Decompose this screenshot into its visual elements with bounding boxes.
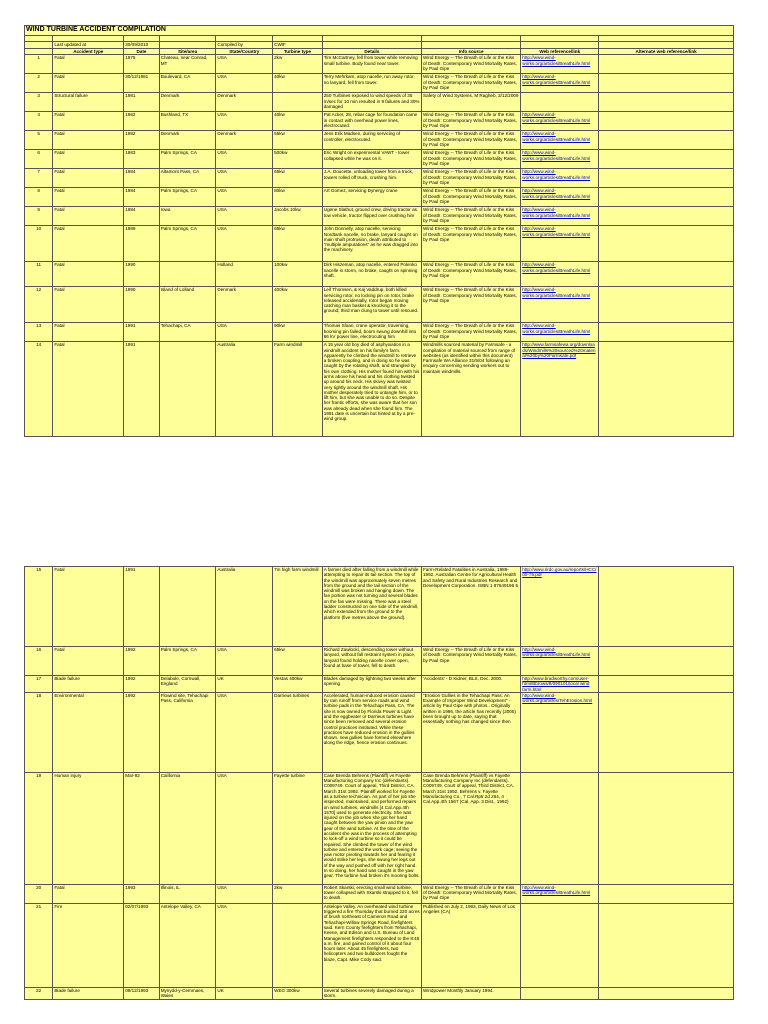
cell-date[interactable]: 1991 (124, 323, 159, 342)
cell-type[interactable]: Fatal (53, 342, 124, 437)
cell-country[interactable]: USA (216, 692, 273, 772)
cell-source[interactable]: Wind Energy -- The Breath of Life or the Kiss of Death: Contemporary Wind Mortality Rates, by Paul Gipe (422, 226, 521, 262)
cell-details[interactable]: Leif Thomsen, & Kaj Vaddrup, both killed servicing rotor, no locking pin on rotor, brake released accidentally, rotor began moving catching man basket & knocking it to the ground; third man clung to tower until rescued. (322, 287, 421, 323)
table-row (25, 93, 734, 112)
cell-site[interactable]: Flowind site, Tehachapi Pass, California (159, 692, 216, 772)
cell-source[interactable]: Safety of Wind Systems, M Ragheb, 3/12/2009 (422, 93, 521, 112)
cell-source[interactable]: Wind Energy -- The Breath of Life or the Kiss of Death: Contemporary Wind Mortality Rates, by Paul Gipe (422, 188, 521, 207)
cell-alt[interactable] (599, 207, 734, 226)
cell-date[interactable]: 1975 (124, 55, 159, 74)
cell-country[interactable]: USA (216, 169, 273, 188)
cell-turbine[interactable]: 65kw (273, 226, 323, 262)
cell-alt[interactable] (599, 262, 734, 287)
cell-turbine[interactable]: Jacobs 10kw (273, 207, 323, 226)
cell-turbine[interactable]: 55kw (273, 131, 323, 150)
cell-details[interactable]: Art Gomez, servicing Dynergy crane (322, 188, 421, 207)
cell-date[interactable]: 30/12/1981 (124, 74, 159, 93)
cell-country[interactable]: USA (216, 74, 273, 93)
cell-details[interactable]: Jens Erik Madsen, during servicing of controller, electrocuted. (322, 131, 421, 150)
updated-value[interactable]: 30/09/2010 (124, 42, 159, 49)
cell-site[interactable] (159, 567, 216, 647)
cell-source[interactable]: Wind Energy -- The Breath of Life or the Kiss of Death: Contemporary Wind Mortality Rates, by Paul Gipe (422, 884, 521, 903)
cell-date[interactable]: 1991 (124, 567, 159, 647)
cell-link[interactable]: http://www.rirdc.gov.au/reports/HCC/00-75.pdf (521, 567, 599, 647)
accident-table-page-1 (24, 25, 734, 437)
cell-type[interactable]: Fatal (53, 131, 124, 150)
cell-link[interactable]: http://www.wind-works.org/articles/BreathLife.html (521, 55, 599, 74)
cell-details[interactable]: Terry Mehrkam, atop nacelle, run away rotor, no lanyard, fell from tower. (322, 74, 421, 93)
cell-alt[interactable] (599, 772, 734, 884)
cell-turbine[interactable]: 90kw (273, 323, 323, 342)
cell-type[interactable]: Blade failure (53, 987, 124, 999)
cell-source[interactable]: Wind Energy -- The Breath of Life or the Kiss of Death: Contemporary Wind Mortality Rates, by Paul Gipe (422, 74, 521, 93)
cell-link[interactable] (521, 987, 599, 999)
cell-turbine[interactable]: 65kw (273, 647, 323, 676)
table-row (25, 342, 734, 437)
cell-alt[interactable] (599, 74, 734, 93)
cell-alt[interactable] (599, 188, 734, 207)
cell-id[interactable]: 19 (25, 772, 53, 884)
cell-country[interactable]: Denmark (216, 93, 273, 112)
cell-type[interactable]: Fatal (53, 567, 124, 647)
cell-alt[interactable] (599, 323, 734, 342)
cell-type[interactable]: Blade failure (53, 676, 124, 693)
cell-id[interactable]: 22 (25, 987, 53, 999)
table-row (25, 987, 734, 999)
cell-country[interactable]: USA (216, 207, 273, 226)
cell-site[interactable]: Illinois, IL (159, 884, 216, 903)
cell-turbine[interactable]: 80kw (273, 188, 323, 207)
cell-country[interactable]: Australia (216, 567, 273, 647)
cell-details[interactable]: Dirk Hiszeman, atop nacelle, entered Polenko nacelle in storm, no brake, caught on spinning shaft. (322, 262, 421, 287)
cell-source[interactable]: 'Accidents' - D Kidner, BLS, Dec. 2000. (422, 676, 521, 693)
cell-date[interactable]: 1981 (124, 93, 159, 112)
compiled-label[interactable]: Compiled by (216, 42, 273, 49)
cell-country[interactable]: USA (216, 112, 273, 131)
cell-id[interactable]: 1 (25, 55, 53, 74)
table-row (25, 287, 734, 323)
cell-link[interactable]: http://www.wind-works.org/articles/BreathLife.html (521, 131, 599, 150)
cell-source[interactable]: Wind Energy -- The Breath of Life or the Kiss of Death: Contemporary Wind Mortality Rates, by Paul Gipe (422, 262, 521, 287)
compiled-value[interactable]: CWIF (273, 42, 323, 49)
col-header[interactable]: Alternate web reference/link (599, 49, 734, 55)
sheet-page-1 (24, 25, 734, 437)
cell-source[interactable]: "Erosion Gullies in the Tehachapi Pass: An Example of Improper Wind Development" - article by Paul Gipe with photos.. Originally written in 1996, the article has recently (2005) been brought up to date, saying that essentially nothing has changed since then (422, 692, 521, 772)
cell-details[interactable]: Tim McCartney, fell from tower while removing small turbine. Body found near tower. (322, 55, 421, 74)
cell-site[interactable]: Tehachapi, CA (159, 323, 216, 342)
cell-date[interactable]: 1993 (124, 884, 159, 903)
cell-turbine[interactable]: 40kw (273, 74, 323, 93)
table-row (25, 169, 734, 188)
cell-type[interactable]: Fatal (53, 55, 124, 74)
cell-alt[interactable] (599, 647, 734, 676)
cell-link[interactable]: http://www.wind-works.org/articles/TehErosion.html (521, 692, 599, 772)
cell-date[interactable]: 1992 (124, 676, 159, 693)
cell-alt[interactable] (599, 226, 734, 262)
cell-date[interactable]: 1983 (124, 150, 159, 169)
cell-turbine[interactable]: 65kw (273, 169, 323, 188)
cell-source[interactable]: Farm-Related Fatalities in Australia, 1989-1992. Australian Centre for Agricultural Health and Safety and Rural Industries Research and Development Corporation. ISBN 1 87649196 5 (422, 567, 521, 647)
cell-link[interactable]: http://www.wind-works.org/articles/BreathLife.html (521, 287, 599, 323)
cell-source[interactable]: Wind Energy -- The Breath of Life or the Kiss of Death: Contemporary Wind Mortality Rates, by Paul Gipe (422, 150, 521, 169)
cell-country[interactable]: USA (216, 903, 273, 987)
cell-alt[interactable] (599, 131, 734, 150)
table-row (25, 188, 734, 207)
cell-date[interactable]: 1991 (124, 342, 159, 437)
cell-type[interactable]: Fatal (53, 287, 124, 323)
cell-id[interactable]: 20 (25, 884, 53, 903)
col-header[interactable]: Details (322, 49, 421, 55)
cell-link[interactable] (521, 772, 599, 884)
cell-type[interactable]: Fatal (53, 226, 124, 262)
cell-site[interactable]: Boulevard, CA (159, 74, 216, 93)
cell-alt[interactable] (599, 567, 734, 647)
cell-country[interactable]: Denmark (216, 131, 273, 150)
cell-site[interactable]: Bushland, TX (159, 112, 216, 131)
cell-type[interactable]: Fatal (53, 150, 124, 169)
cell-site[interactable]: Altamont Pass, CA (159, 169, 216, 188)
cell-site[interactable]: Chateau, near Conrad, MT (159, 55, 216, 74)
cell-turbine[interactable]: Darrieus turbines (273, 692, 323, 772)
cell-type[interactable]: Fatal (53, 262, 124, 287)
cell-id[interactable]: 2 (25, 74, 53, 93)
cell-link[interactable]: http://www.farmsafewa.org/downloads/Windmills%20sourced%20material%20by%20Farmsafe.pdf (521, 342, 599, 437)
cell-link[interactable]: http://www.wind-works.org/articles/BreathLife.html (521, 74, 599, 93)
cell-alt[interactable] (599, 55, 734, 74)
cell-site[interactable]: Palm Springs, CA (159, 188, 216, 207)
cell-date[interactable]: 1982 (124, 112, 159, 131)
cell-alt[interactable] (599, 342, 734, 437)
updated-label[interactable]: Last updated at (53, 42, 124, 49)
sheet-page-2 (24, 566, 734, 1000)
cell-turbine[interactable]: 2kw (273, 55, 323, 74)
cell-link[interactable]: http://www.bradworthy.com/user-html/Bbrows/8/090101/local wind farm.html (521, 676, 599, 693)
cell-date[interactable]: 1984 (124, 188, 159, 207)
cell-type[interactable]: Fatal (53, 647, 124, 676)
col-header[interactable]: State/Country (216, 49, 273, 55)
table-row (25, 772, 734, 884)
cell-link[interactable]: http://www.wind-works.org/articles/BreathLife.html (521, 884, 599, 903)
table-row (25, 692, 734, 772)
table-row (25, 131, 734, 150)
cell-source[interactable]: Wind Energy -- The Breath of Life or the Kiss of Death: Contemporary Wind Mortality Rates, by Paul Gipe (422, 207, 521, 226)
cell-details[interactable]: 250 Turbines exposed to wind speeds of 35 m/sec for 10 min resulted in 9 failures and 30% damaged (322, 93, 421, 112)
cell-link[interactable] (521, 93, 599, 112)
cell-link[interactable]: http://www.wind-works.org/articles/BreathLife.html (521, 207, 599, 226)
cell-alt[interactable] (599, 676, 734, 693)
cell-id[interactable]: 10 (25, 226, 53, 262)
cell-site[interactable]: Denmark (159, 93, 216, 112)
cell-id[interactable]: 3 (25, 93, 53, 112)
cell-source[interactable]: Windmills sourced material by Farmsafe - a compilation of material sourced from range of websites (as identified within this document) Farmsafe WA Alliance 31/5/04 following an enquiry concerning sending workers out to maintain windmills. (422, 342, 521, 437)
cell-site[interactable] (159, 262, 216, 287)
cell-id[interactable]: 12 (25, 287, 53, 323)
cell-details[interactable]: Pat Acker, 28, rebar cage for foundation came in contact with overhead power lines, electrocuted. (322, 112, 421, 131)
accident-table-page-2 (24, 566, 734, 1000)
cell-alt[interactable] (599, 93, 734, 112)
cell-country[interactable]: USA (216, 188, 273, 207)
cell-country[interactable]: USA (216, 226, 273, 262)
cell-alt[interactable] (599, 692, 734, 772)
cell-source[interactable]: Windpower Monthly January 1994. (422, 987, 521, 999)
cell-details[interactable]: Robert Skarski, erecting small wind turbine, tower collapsed with Skarski strapped to it, fell to death. (322, 884, 421, 903)
cell-country[interactable]: USA (216, 647, 273, 676)
cell-site[interactable] (159, 342, 216, 437)
cell-link[interactable]: http://www.wind-works.org/articles/BreathLife.html (521, 112, 599, 131)
table-row (25, 903, 734, 987)
cell-site[interactable]: Delabole, Cornwall, England (159, 676, 216, 693)
cell-id[interactable]: 21 (25, 903, 53, 987)
cell-type[interactable]: Fatal (53, 207, 124, 226)
cell-id[interactable]: 18 (25, 692, 53, 772)
cell-id[interactable]: 9 (25, 207, 53, 226)
cell-source[interactable]: Published on July 2, 1993, Daily News of Los Angeles (CA) (422, 903, 521, 987)
cell-link[interactable]: http://www.wind-works.org/articles/BreathLife.html (521, 323, 599, 342)
cell-source[interactable]: Wind Energy -- The Breath of Life or the Kiss of Death: Contemporary Wind Mortality Rates, by Paul Gipe (422, 55, 521, 74)
cell-link[interactable]: http://www.wind-works.org/articles/BreathLife.html (521, 169, 599, 188)
cell-date[interactable]: 1989 (124, 226, 159, 262)
table-row (25, 647, 734, 676)
cell-turbine[interactable]: 7m high farm windmill (273, 567, 323, 647)
cell-turbine[interactable]: 2kw (273, 884, 323, 903)
table-row (25, 884, 734, 903)
cell-link[interactable] (521, 903, 599, 987)
cell-turbine[interactable]: WEG 300kw (273, 987, 323, 999)
cell-source[interactable]: Wind Energy -- The Breath of Life or the Kiss of Death: Contemporary Wind Mortality Rates, by Paul Gipe (422, 112, 521, 131)
cell-alt[interactable] (599, 884, 734, 903)
cell-source[interactable]: Wind Energy -- The Breath of Life or the Kiss of Death: Contemporary Wind Mortality Rates, by Paul Gipe (422, 287, 521, 323)
cell-details[interactable]: Richard Zawlocki, descending tower without lanyard, without fall restraint system in place, lanyard found holding nacelle cover open, found at base of tower, fell to death. (322, 647, 421, 676)
cell-alt[interactable] (599, 150, 734, 169)
cell-id[interactable]: 5 (25, 131, 53, 150)
cell-details[interactable]: Thomas Sloan, crane operator, traversing, booming pin failed, boom swung downhill into 66 kV power line, electrocuting him (322, 323, 421, 342)
col-header[interactable]: Web reference/link (521, 49, 599, 55)
table-row (25, 150, 734, 169)
cell-details[interactable]: A farmer died after falling from a windmill while attempting to repair its tail section. The top of the windmill was approximately seven metres from the ground and the tail section of the windmill was broken and hanging down. The fan portion was not turning and several blades on the fan were missing. There was a steel ladder constructed on one side of the windmill, which extended from the ground to the platform (five metres above the ground). (322, 567, 421, 647)
cell-date[interactable]: 1984 (124, 207, 159, 226)
cell-country[interactable]: Holland (216, 262, 273, 287)
cell-alt[interactable] (599, 112, 734, 131)
cell-source[interactable]: Wind Energy -- The Breath of Life or the Kiss of Death: Contemporary Wind Mortality Rates, by Paul Gipe (422, 169, 521, 188)
cell-site[interactable]: Palm Springs, CA (159, 150, 216, 169)
cell-type[interactable]: Fatal (53, 884, 124, 903)
cell-date[interactable]: 1982 (124, 131, 159, 150)
cell-date[interactable]: 1984 (124, 169, 159, 188)
cell-date[interactable]: 1992 (124, 647, 159, 676)
cell-date[interactable]: 09/12/1993 (124, 987, 159, 999)
col-header[interactable]: Info source (422, 49, 521, 55)
col-header[interactable]: Site/area (159, 49, 216, 55)
cell-link[interactable]: http://www.wind-works.org/articles/BreathLife.html (521, 150, 599, 169)
cell-turbine[interactable]: 100kw (273, 262, 323, 287)
cell-date[interactable]: Mar-92 (124, 772, 159, 884)
cell-id[interactable]: 13 (25, 323, 53, 342)
cell-id[interactable]: 15 (25, 567, 53, 647)
cell-site[interactable]: Mynydd-y-Cemmaes, Wales (159, 987, 216, 999)
cell-type[interactable]: Fatal (53, 112, 124, 131)
table-row (25, 676, 734, 693)
cell-country[interactable]: UK (216, 987, 273, 999)
cell-alt[interactable] (599, 903, 734, 987)
cell-details[interactable]: J.A. Doucette, unloading tower from a truck, towers rolled off truck, crushing him. (322, 169, 421, 188)
cell-alt[interactable] (599, 169, 734, 188)
table-row (25, 323, 734, 342)
cell-country[interactable]: Denmark (216, 287, 273, 323)
cell-details[interactable]: Eric Wright on experimental VAWT - tower collapsed while he was on it. (322, 150, 421, 169)
cell-type[interactable]: Fatal (53, 169, 124, 188)
cell-id[interactable]: 11 (25, 262, 53, 287)
cell-details[interactable]: Accelerated, human-induced erosion caused by rain runoff from service roads and wind turbine pads in the Tehachapi Pass, CA. The site is now owned by Florida Power & Light and the eggbeater or Darrieus turbines have since been removed and several erosion control practices instituted. While these practices have reduced erosion in the gullies shown, new gullies have formed elsewhere along the ridge, hence erosion continues. (322, 692, 421, 772)
sheet-title[interactable]: WIND TURBINE ACCIDENT COMPILATION (25, 26, 734, 36)
cell-type[interactable]: Human injury (53, 772, 124, 884)
cell-link[interactable]: http://www.wind-works.org/articles/BreathLife.html (521, 226, 599, 262)
cell-type[interactable]: Fire (53, 903, 124, 987)
cell-site[interactable]: California (159, 772, 216, 884)
cell-type[interactable]: Environmental (53, 692, 124, 772)
table-row (25, 567, 734, 647)
cell-source[interactable]: Case Brenda Behrens (Plaintiff) vs Fayette Manufacturing Company Inc (defendants). C009749. Court of appeal, Third District, CA. March 31st 1992. Behrens v. Fayette Manufacturing Co., 7 Cal.Rptr.2d 264, 4 Cal.App.4th 1567 (Cal. App. 3 Dist., 1992) (422, 772, 521, 884)
cell-turbine[interactable] (273, 93, 323, 112)
cell-turbine[interactable]: 500kw (273, 150, 323, 169)
cell-id[interactable]: 4 (25, 112, 53, 131)
cell-date[interactable]: 1990 (124, 287, 159, 323)
cell-site[interactable]: Iowa (159, 207, 216, 226)
table-row (25, 74, 734, 93)
cell-site[interactable]: Palm Springs, CA (159, 226, 216, 262)
cell-turbine[interactable] (273, 903, 323, 987)
cell-type[interactable]: Fatal (53, 188, 124, 207)
cell-site[interactable]: Antelope Valley, CA (159, 903, 216, 987)
cell-site[interactable]: Island of Lolland (159, 287, 216, 323)
cell-type[interactable]: Structural failure (53, 93, 124, 112)
cell-details[interactable]: Blades damaged by lightning two weeks after opening (322, 676, 421, 693)
cell-link[interactable]: http://www.wind-works.org/articles/BreathLife.html (521, 647, 599, 676)
cell-link[interactable]: http://www.wind-works.org/articles/BreathLife.html (521, 188, 599, 207)
table-row (25, 55, 734, 74)
cell-id[interactable]: 7 (25, 169, 53, 188)
cell-details[interactable]: John Donnelly, atop nacelle, servicing Nordtank nacelle, no brake, lanyard caught on main shaft protrusion, death attributed to "multiple amputations" as he was dragged into the machinery. (322, 226, 421, 262)
cell-id[interactable]: 6 (25, 150, 53, 169)
table-row (25, 207, 734, 226)
cell-source[interactable]: Wind Energy -- The Breath of Life or the Kiss of Death: Contemporary Wind Mortality Rates, by Paul Gipe (422, 647, 521, 676)
cell-date[interactable]: 1992 (124, 692, 159, 772)
cell-link[interactable]: http://www.wind-works.org/articles/BreathLife.html (521, 262, 599, 287)
cell-country[interactable]: USA (216, 323, 273, 342)
cell-turbine[interactable]: 40kw (273, 112, 323, 131)
cell-alt[interactable] (599, 987, 734, 999)
cell-source[interactable]: Wind Energy -- The Breath of Life or the Kiss of Death: Contemporary Wind Mortality Rates, by Paul Gipe (422, 131, 521, 150)
table-row (25, 262, 734, 287)
col-header[interactable]: Date (124, 49, 159, 55)
cell-type[interactable]: Fatal (53, 323, 124, 342)
cell-site[interactable]: Palm Springs, CA (159, 647, 216, 676)
cell-details[interactable]: Ugene Slathut, ground crew, driving tractor as tow vehicle, tractor flipped over crushing him (322, 207, 421, 226)
cell-turbine[interactable]: Vestas 400kw (273, 676, 323, 693)
cell-turbine[interactable]: 400kw (273, 287, 323, 323)
cell-id[interactable]: 17 (25, 676, 53, 693)
cell-alt[interactable] (599, 287, 734, 323)
cell-id[interactable]: 14 (25, 342, 53, 437)
cell-country[interactable]: UK (216, 676, 273, 693)
table-row (25, 112, 734, 131)
col-header[interactable]: Accident type (53, 49, 124, 55)
cell-details[interactable]: Antelope Valley. An overheated wind turbine triggered a fire Thursday that burned 220 acres of brush northeast of Cameron Road and Tehachapi-Willow Springs Road, firefighters said. Kern County firefighters from Tehachapi, Keene, and Edison and U.S. Bureau of Land Management firefighters responded to the 8:45 a.m. fire, and gained control of it about four hours later. About 45 firefighters, two helicopters and two bulldozers fought the blaze, Capt. Mike Cody said. (322, 903, 421, 987)
cell-country[interactable]: USA (216, 772, 273, 884)
cell-country[interactable]: USA (216, 150, 273, 169)
cell-turbine[interactable]: Fayette turbine (273, 772, 323, 884)
cell-site[interactable]: Denmark (159, 131, 216, 150)
cell-details[interactable]: Several turbines severely damaged during a storm. (322, 987, 421, 999)
cell-date[interactable]: 1990 (124, 262, 159, 287)
cell-country[interactable]: Australia (216, 342, 273, 437)
col-header[interactable]: Turbine type (273, 49, 323, 55)
cell-type[interactable]: Fatal (53, 74, 124, 93)
cell-country[interactable]: USA (216, 884, 273, 903)
cell-turbine[interactable]: Farm windmill (273, 342, 323, 437)
cell-country[interactable]: USA (216, 55, 273, 74)
cell-id[interactable]: 16 (25, 647, 53, 676)
cell-id[interactable]: 8 (25, 188, 53, 207)
cell-details[interactable]: Case Brenda Behrens (Plaintiff) vs Fayette Manufacturing Company Inc (defendants). C009749. Court of appeal, Third District, CA. March 31st 1992. Plaintiff worked for Fayette as a turbine technician. As part of her job she inspected, maintained, and performed repairs on wind turbines, windmills [4 Cal.App.4th 1570] used to generate electricity. She was injured on the job when she got her hand caught between the yaw pinion and the yaw gear of the wind turbine. At the time of the accident she was in the process of attempting to lock-off a wind turbine so it could be repaired. She climbed the tower of the wind turbine and entered the work cage; seeing the yaw motor pivoting towards her and fearing it would strike her legs, she swung her legs out of the way and pushed off with her right hand. In so doing, her hand was caught in the yaw gear. The turbine had broken it's mooring bolts. (322, 772, 421, 884)
cell-source[interactable]: Wind Energy -- The Breath of Life or the Kiss of Death: Contemporary Wind Mortality Rates, by Paul Gipe (422, 323, 521, 342)
table-row (25, 226, 734, 262)
cell-date[interactable]: 02/07/1993 (124, 903, 159, 987)
cell-details[interactable]: A 15 year old boy died of asphyxiation in a windmill accident on his family's farm. Apparently he climbed the windmill to retrieve a broken coupling, and in doing so he was caught by the rotating shaft, and strangled by his own clothing. His mother found him with his arms above his head and his clothing twisted up around his neck. His skivvy was twisted very tightly around the windmill shaft. His mother desperately tried to untangle him, or to lift him, but she was unable to do so. Despite her frantic efforts, she was aware that her son was already dead when she found him. The 1991 date is uncertain but hinted at by a pre-wind group. (322, 342, 421, 437)
